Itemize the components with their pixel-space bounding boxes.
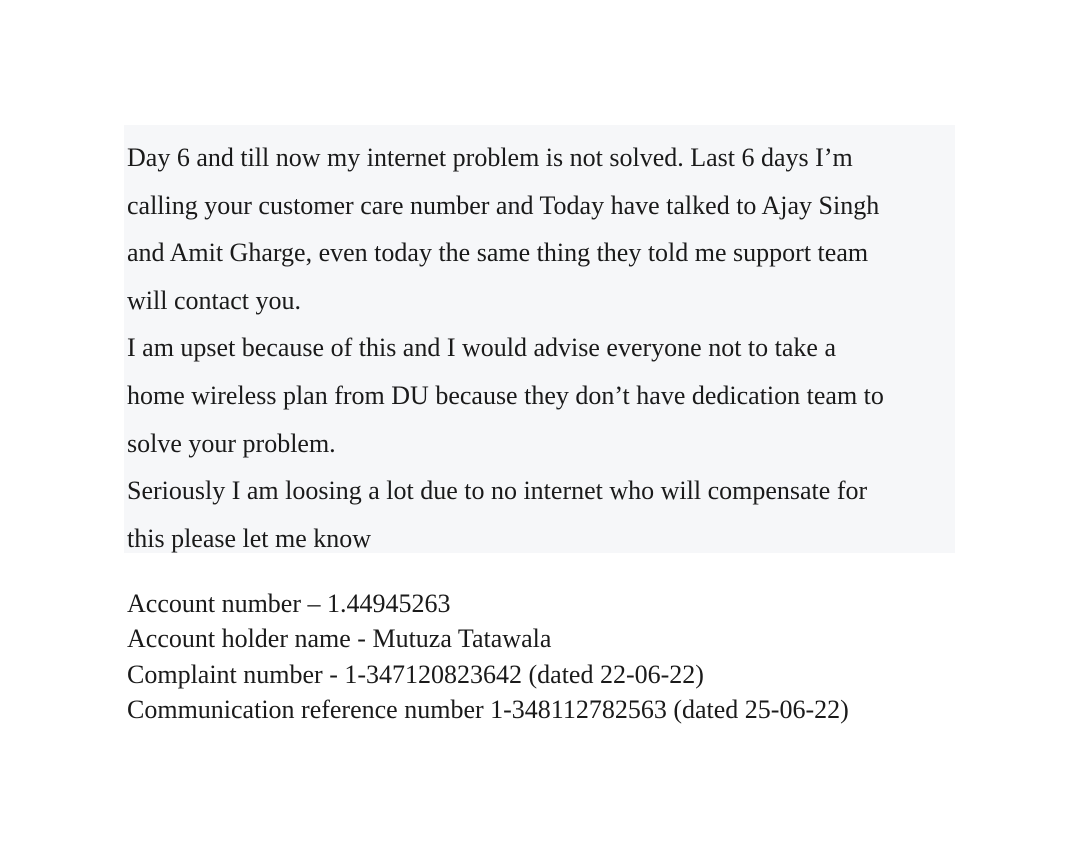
account-details bbox=[127, 586, 849, 727]
complaint-line: calling your customer care number and Today have talked to Ajay Singh bbox=[127, 190, 880, 220]
account-holder-name: Account holder name - Mutuza Tatawala bbox=[127, 624, 552, 654]
complaint-line: this please let me know bbox=[127, 523, 372, 553]
complaint-text-block bbox=[124, 125, 955, 553]
complaint-line: I am upset because of this and I would advise everyone not to take a bbox=[127, 333, 836, 363]
complaint-line: Day 6 and till now my internet problem is not solved. Last 6 days I’m bbox=[127, 143, 853, 172]
communication-reference-number: Communication reference number 1-348112782563 (dated 25-06-22) bbox=[127, 694, 849, 724]
complaint-line: Seriously I am loosing a lot due to no internet who will compensate for bbox=[127, 476, 868, 506]
complaint-line: and Amit Gharge, even today the same thing they told me support team bbox=[127, 238, 869, 268]
complaint-number: Complaint number - 1-347120823642 (dated 22-06-22) bbox=[127, 659, 704, 689]
complaint-line: will contact you. bbox=[127, 285, 302, 315]
complaint-line: solve your problem. bbox=[127, 428, 336, 458]
account-number: Account number – 1.44945263 bbox=[127, 589, 451, 618]
complaint-line: home wireless plan from DU because they don’t have dedication team to bbox=[127, 380, 884, 410]
